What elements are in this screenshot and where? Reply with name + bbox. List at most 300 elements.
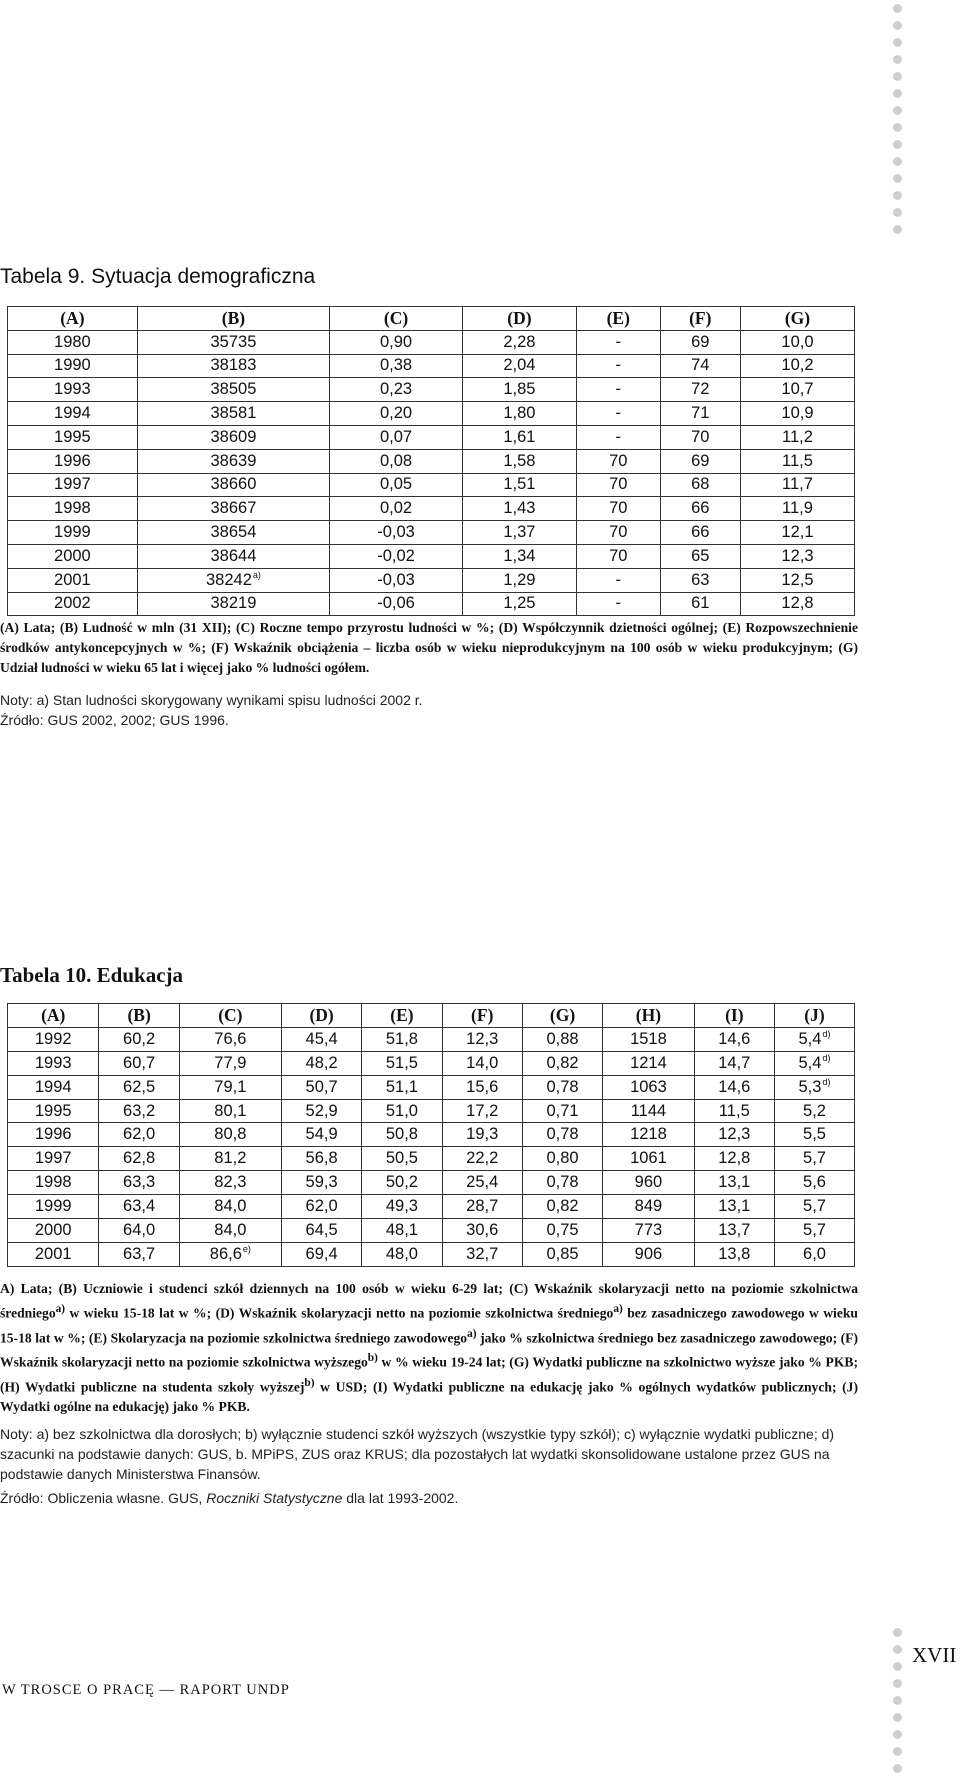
cell-value: 50,5 xyxy=(385,1149,418,1168)
cell-value: 1061 xyxy=(630,1149,667,1168)
cell-value: 1997 xyxy=(34,1149,72,1168)
footnote-marker: a) xyxy=(252,570,261,581)
table-row xyxy=(8,1027,855,1051)
dot xyxy=(893,140,902,149)
table-cell xyxy=(603,1075,694,1099)
footnote-marker: d) xyxy=(822,1053,831,1064)
table-cell xyxy=(740,330,854,354)
cell-value: 66 xyxy=(691,499,710,518)
table-row xyxy=(8,497,855,521)
table-cell xyxy=(774,1099,854,1123)
cell-value: 63 xyxy=(691,570,710,589)
column-header: (A) xyxy=(8,307,138,331)
table-cell xyxy=(774,1171,854,1195)
table-cell xyxy=(179,1195,281,1219)
table-cell xyxy=(8,1171,99,1195)
dot xyxy=(893,1730,902,1739)
table-cell xyxy=(8,449,138,473)
cell-value: 0,07 xyxy=(379,427,413,446)
table-cell xyxy=(281,1171,361,1195)
table-cell xyxy=(281,1242,361,1266)
table-cell xyxy=(694,1219,774,1243)
table-cell xyxy=(740,473,854,497)
table-cell xyxy=(660,544,740,568)
cell-value: 15,6 xyxy=(466,1077,499,1096)
column-header: (F) xyxy=(660,307,740,331)
table-cell xyxy=(462,330,576,354)
cell-value: -0,02 xyxy=(377,546,415,565)
dot xyxy=(893,21,902,30)
cell-value: - xyxy=(615,427,621,446)
cell-value: 773 xyxy=(634,1220,663,1239)
table-cell xyxy=(99,1171,179,1195)
cell-value: 5,4 xyxy=(798,1054,822,1073)
table-cell xyxy=(694,1075,774,1099)
table-cell xyxy=(137,378,329,402)
cell-value: 10,0 xyxy=(781,332,814,351)
cell-value: 70 xyxy=(691,427,710,446)
cell-value: 2000 xyxy=(34,1220,72,1239)
table-cell xyxy=(740,378,854,402)
table-cell xyxy=(330,592,463,616)
dot xyxy=(893,157,902,166)
cell-value: 65 xyxy=(691,546,710,565)
source-text: Źródło: Obliczenia własne. GUS, xyxy=(0,1490,207,1506)
cell-value: 0,38 xyxy=(379,356,413,375)
column-header: (E) xyxy=(362,1004,442,1028)
table-cell xyxy=(281,1195,361,1219)
cell-value: 1990 xyxy=(54,356,91,375)
cell-value: 5,4 xyxy=(798,1030,822,1049)
table-cell xyxy=(362,1123,442,1147)
dot xyxy=(893,1696,902,1705)
table-cell xyxy=(330,544,463,568)
cell-value: 1,58 xyxy=(503,451,536,470)
table-9-title: Tabela 9. Sytuacja demograficzna xyxy=(0,265,316,288)
cell-value: 13,1 xyxy=(718,1173,751,1192)
table-cell xyxy=(362,1195,442,1219)
table-cell xyxy=(603,1123,694,1147)
cell-value: 62,0 xyxy=(305,1197,338,1216)
table-cell xyxy=(99,1147,179,1171)
dot xyxy=(893,225,902,234)
table-cell xyxy=(462,568,576,592)
cell-value: 1,34 xyxy=(503,546,536,565)
table-cell xyxy=(137,497,329,521)
table-cell xyxy=(8,1123,99,1147)
legend-text: A) Lata; (B) Uczniowie i studenci szkół dziennych na 100 osób w wieku 6-29 lat; (C) Wskaźnik skolaryzacji netto na poziomie szkolnictwa średniego xyxy=(0,1281,858,1321)
cell-value: 1144 xyxy=(630,1101,667,1120)
table-cell xyxy=(740,592,854,616)
table-cell xyxy=(774,1123,854,1147)
cell-value: 11,5 xyxy=(782,451,813,470)
cell-value: 62,8 xyxy=(123,1149,156,1168)
dot xyxy=(893,4,902,13)
cell-value: 0,23 xyxy=(379,380,413,399)
table-cell xyxy=(774,1051,854,1075)
cell-value: 84,0 xyxy=(214,1197,247,1216)
cell-value: 80,1 xyxy=(214,1101,247,1120)
table-cell xyxy=(8,1027,99,1051)
cell-value: 14,7 xyxy=(718,1053,751,1072)
cell-value: 2000 xyxy=(54,546,91,565)
cell-value: 81,2 xyxy=(214,1149,247,1168)
cell-value: 12,8 xyxy=(781,594,814,613)
table-cell xyxy=(99,1099,179,1123)
cell-value: 0,78 xyxy=(546,1173,579,1192)
cell-value: 10,9 xyxy=(781,404,814,423)
table-cell xyxy=(462,378,576,402)
cell-value: 1996 xyxy=(54,451,91,470)
table-cell xyxy=(8,568,138,592)
table-cell xyxy=(281,1123,361,1147)
table-cell xyxy=(522,1219,602,1243)
table-cell xyxy=(694,1027,774,1051)
table-cell xyxy=(99,1242,179,1266)
cell-value: 2001 xyxy=(54,570,91,589)
cell-value: 1218 xyxy=(630,1125,667,1144)
cell-value: 11,7 xyxy=(782,475,813,494)
column-header: (E) xyxy=(576,307,660,331)
table-cell xyxy=(462,354,576,378)
dot xyxy=(893,38,902,47)
cell-value: 0,82 xyxy=(546,1197,579,1216)
table-10-title: Tabela 10. Edukacja xyxy=(0,963,184,987)
table-cell xyxy=(694,1242,774,1266)
table-cell xyxy=(522,1195,602,1219)
table-header-row xyxy=(8,307,855,331)
decorative-dots-top xyxy=(893,4,903,242)
cell-value: 0,08 xyxy=(379,451,413,470)
table-cell xyxy=(522,1147,602,1171)
table-cell xyxy=(576,354,660,378)
table-cell xyxy=(8,592,138,616)
cell-value: 960 xyxy=(634,1173,663,1192)
source-text: dla lat 1993-2002. xyxy=(342,1490,459,1506)
cell-value: 1,80 xyxy=(503,404,536,423)
table-cell xyxy=(8,1075,99,1099)
cell-value: 0,71 xyxy=(546,1101,579,1120)
table-cell xyxy=(576,402,660,426)
table-cell xyxy=(137,473,329,497)
cell-value: 5,2 xyxy=(803,1101,826,1120)
table-cell xyxy=(660,330,740,354)
table-row xyxy=(8,1075,855,1099)
cell-value: 17,2 xyxy=(466,1101,499,1120)
cell-value: 48,1 xyxy=(385,1220,418,1239)
cell-value: - xyxy=(615,570,621,589)
table-row xyxy=(8,592,855,616)
table-cell xyxy=(603,1171,694,1195)
cell-value: 5,6 xyxy=(803,1173,826,1192)
table-cell xyxy=(576,544,660,568)
table-cell xyxy=(462,425,576,449)
table-cell xyxy=(740,521,854,545)
table-cell xyxy=(137,449,329,473)
table-cell xyxy=(740,354,854,378)
cell-value: 0,85 xyxy=(546,1244,579,1263)
cell-value: 12,3 xyxy=(718,1125,751,1144)
cell-value: 1,29 xyxy=(503,570,536,589)
cell-value: 60,7 xyxy=(123,1053,156,1072)
cell-value: 10,7 xyxy=(781,380,814,399)
table-cell xyxy=(694,1051,774,1075)
table-cell xyxy=(576,521,660,545)
table-cell xyxy=(603,1219,694,1243)
table-row xyxy=(8,1195,855,1219)
dot xyxy=(893,191,902,200)
table-cell xyxy=(660,354,740,378)
table-9-source: Źródło: GUS 2002, 2002; GUS 1996. xyxy=(0,712,229,728)
cell-value: 38219 xyxy=(210,594,257,613)
table-cell xyxy=(660,592,740,616)
table-cell xyxy=(740,449,854,473)
cell-value: 1214 xyxy=(630,1053,667,1072)
table-cell xyxy=(8,1147,99,1171)
table-cell xyxy=(660,473,740,497)
cell-value: 11,9 xyxy=(782,499,813,518)
cell-value: 48,0 xyxy=(385,1244,418,1263)
legend-superscript: b) xyxy=(304,1376,315,1389)
cell-value: 69 xyxy=(691,332,710,351)
dot xyxy=(893,1713,902,1722)
footnote-marker: d) xyxy=(822,1077,831,1088)
table-cell xyxy=(179,1027,281,1051)
table-cell xyxy=(576,473,660,497)
table-cell xyxy=(8,1195,99,1219)
table-row xyxy=(8,1171,855,1195)
table-cell xyxy=(99,1051,179,1075)
table-cell xyxy=(137,568,329,592)
table-cell xyxy=(281,1147,361,1171)
column-header: (F) xyxy=(442,1004,522,1028)
cell-value: 79,1 xyxy=(214,1077,247,1096)
table-cell xyxy=(281,1027,361,1051)
cell-value: 68 xyxy=(691,475,710,494)
cell-value: 51,8 xyxy=(385,1029,418,1048)
cell-value: 56,8 xyxy=(305,1149,338,1168)
table-row xyxy=(8,1051,855,1075)
table-cell xyxy=(660,568,740,592)
table-cell xyxy=(8,402,138,426)
column-header: (B) xyxy=(99,1004,179,1028)
table-cell xyxy=(774,1242,854,1266)
cell-value: 1996 xyxy=(34,1125,72,1144)
cell-value: 82,3 xyxy=(214,1173,247,1192)
column-header: (D) xyxy=(281,1004,361,1028)
dot xyxy=(893,123,902,132)
cell-value: 12,3 xyxy=(466,1029,499,1048)
cell-value: 906 xyxy=(634,1244,663,1263)
column-header: (C) xyxy=(330,307,463,331)
table-cell xyxy=(281,1075,361,1099)
dot xyxy=(893,1679,902,1688)
table-row xyxy=(8,1123,855,1147)
legend-text: bez zasadniczego zawodowego w wieku 15-18 lat w %; (E) Skolaryzacja na poziomie szkolnictwa średniego zawodowego xyxy=(0,1305,858,1346)
cell-value: 70 xyxy=(609,523,628,542)
table-cell xyxy=(179,1219,281,1243)
dot xyxy=(893,1764,902,1773)
cell-value: 1,43 xyxy=(503,499,536,518)
table-cell xyxy=(603,1027,694,1051)
cell-value: 28,7 xyxy=(466,1197,499,1216)
cell-value: 69 xyxy=(691,451,710,470)
cell-value: 2,28 xyxy=(503,332,536,351)
cell-value: 38654 xyxy=(210,523,257,542)
table-cell xyxy=(603,1242,694,1266)
cell-value: 50,2 xyxy=(385,1173,418,1192)
table-cell xyxy=(522,1099,602,1123)
table-cell xyxy=(660,402,740,426)
cell-value: 1063 xyxy=(630,1077,667,1096)
legend-text: jako % szkolnictwa średniego bez zasadniczego zawodowego; (F) Wskaźnik skolaryzacji netto na poziomie szkolnictwa wyższego xyxy=(0,1330,858,1370)
cell-value: 70 xyxy=(609,546,628,565)
cell-value: 38660 xyxy=(210,475,257,494)
table-cell xyxy=(8,497,138,521)
table-row xyxy=(8,402,855,426)
cell-value: 30,6 xyxy=(466,1220,499,1239)
table-cell xyxy=(660,378,740,402)
cell-value: 12,5 xyxy=(781,570,814,589)
table-10-source xyxy=(0,1488,858,1508)
cell-value: 60,2 xyxy=(123,1029,156,1048)
cell-value: 849 xyxy=(634,1197,663,1216)
cell-value: 1999 xyxy=(54,523,91,542)
cell-value: 51,1 xyxy=(385,1077,418,1096)
table-cell xyxy=(179,1075,281,1099)
table-cell xyxy=(281,1219,361,1243)
dot xyxy=(893,55,902,64)
table-cell xyxy=(660,497,740,521)
cell-value: 38505 xyxy=(210,380,257,399)
table-cell xyxy=(522,1051,602,1075)
table-cell xyxy=(281,1051,361,1075)
table-cell xyxy=(522,1171,602,1195)
column-header: (J) xyxy=(774,1004,854,1028)
cell-value: 50,8 xyxy=(385,1125,418,1144)
cell-value: 52,9 xyxy=(305,1101,338,1120)
column-header: (D) xyxy=(462,307,576,331)
cell-value: 25,4 xyxy=(466,1173,499,1192)
cell-value: 19,3 xyxy=(466,1125,499,1144)
cell-value: 11,2 xyxy=(782,427,813,446)
cell-value: 38242 xyxy=(205,571,252,590)
table-cell xyxy=(740,544,854,568)
cell-value: 38183 xyxy=(210,356,257,375)
cell-value: 77,9 xyxy=(214,1053,247,1072)
cell-value: 54,9 xyxy=(305,1125,338,1144)
table-cell xyxy=(8,521,138,545)
table-cell xyxy=(99,1195,179,1219)
table-cell xyxy=(362,1219,442,1243)
table-cell xyxy=(179,1242,281,1266)
table-cell xyxy=(137,592,329,616)
table-10-education xyxy=(7,1003,855,1267)
cell-value: 1998 xyxy=(54,499,91,518)
cell-value: 13,1 xyxy=(718,1197,751,1216)
table-cell xyxy=(137,402,329,426)
table-row xyxy=(8,1147,855,1171)
cell-value: 70 xyxy=(609,475,628,494)
cell-value: 38581 xyxy=(210,404,257,423)
table-row xyxy=(8,425,855,449)
table-cell xyxy=(8,378,138,402)
dot xyxy=(893,1628,902,1637)
cell-value: - xyxy=(615,332,621,351)
table-cell xyxy=(8,544,138,568)
table-cell xyxy=(330,521,463,545)
cell-value: 22,2 xyxy=(466,1149,499,1168)
table-cell xyxy=(740,568,854,592)
cell-value: 6,0 xyxy=(803,1244,826,1263)
column-header: (I) xyxy=(694,1004,774,1028)
cell-value: 32,7 xyxy=(466,1244,499,1263)
cell-value: 50,7 xyxy=(305,1077,338,1096)
table-cell xyxy=(330,378,463,402)
cell-value: 38644 xyxy=(210,546,257,565)
cell-value: 38667 xyxy=(210,499,257,518)
cell-value: 12,8 xyxy=(718,1149,751,1168)
table-cell xyxy=(442,1219,522,1243)
dot xyxy=(893,106,902,115)
cell-value: 1994 xyxy=(54,404,91,423)
table-cell xyxy=(362,1099,442,1123)
page-number: XVII xyxy=(912,1643,957,1667)
cell-value: 70 xyxy=(609,451,628,470)
legend-text: w % wieku 19-24 lat; (G) Wydatki publiczne na szkolnictwo wyższe jako % PKB; (H) Wydatki publiczne na studenta szkoły wyższej xyxy=(0,1354,859,1395)
cell-value: 38609 xyxy=(210,427,257,446)
table-row xyxy=(8,473,855,497)
table-9-notes: Noty: a) Stan ludności skorygowany wynikami spisu ludności 2002 r. xyxy=(0,692,423,708)
table-cell xyxy=(442,1147,522,1171)
table-cell xyxy=(522,1027,602,1051)
table-cell xyxy=(576,425,660,449)
table-cell xyxy=(522,1242,602,1266)
dot xyxy=(893,208,902,217)
column-header: (G) xyxy=(522,1004,602,1028)
cell-value: 66 xyxy=(691,523,710,542)
cell-value: 1997 xyxy=(54,475,91,494)
footnote-marker: d) xyxy=(822,1029,831,1040)
table-cell xyxy=(694,1099,774,1123)
table-cell xyxy=(603,1147,694,1171)
table-cell xyxy=(362,1027,442,1051)
table-cell xyxy=(330,449,463,473)
table-cell xyxy=(462,592,576,616)
table-cell xyxy=(740,402,854,426)
table-cell xyxy=(660,425,740,449)
cell-value: 13,8 xyxy=(718,1244,751,1263)
legend-superscript: a) xyxy=(613,1303,623,1315)
column-header: (A) xyxy=(8,1004,99,1028)
dot xyxy=(893,1662,902,1671)
table-cell xyxy=(8,1051,99,1075)
cell-value: 63,7 xyxy=(123,1244,156,1263)
cell-value: 2001 xyxy=(34,1244,72,1263)
table-cell xyxy=(8,1099,99,1123)
table-cell xyxy=(179,1171,281,1195)
table-cell xyxy=(362,1051,442,1075)
cell-value: 80,8 xyxy=(214,1125,247,1144)
table-row xyxy=(8,1219,855,1243)
table-cell xyxy=(8,1219,99,1243)
cell-value: 45,4 xyxy=(305,1029,338,1048)
cell-value: 51,0 xyxy=(385,1101,418,1120)
cell-value: 2,04 xyxy=(503,356,536,375)
cell-value: 5,5 xyxy=(803,1125,826,1144)
table-header-row xyxy=(8,1004,855,1028)
cell-value: 1,25 xyxy=(503,594,536,613)
